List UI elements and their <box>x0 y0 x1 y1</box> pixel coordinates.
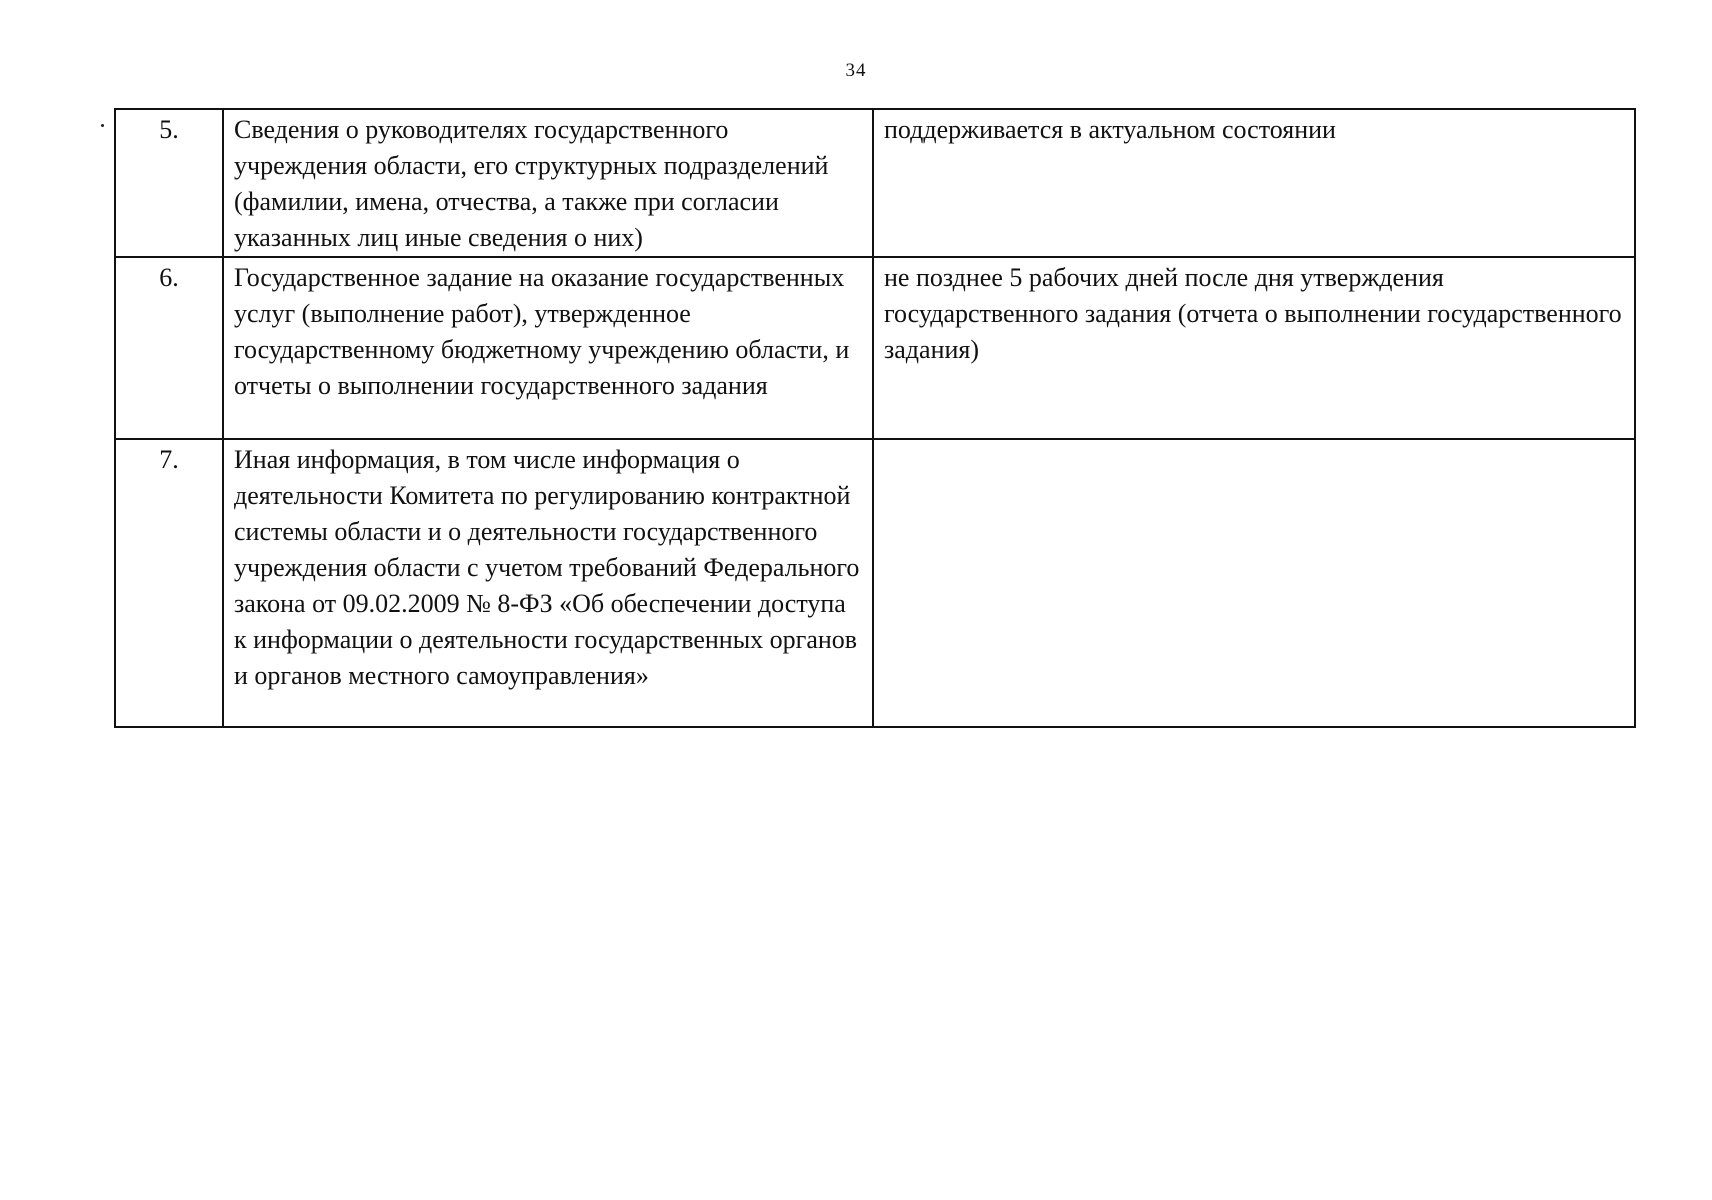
row-number: 6. <box>115 257 223 439</box>
info-table <box>114 108 1636 728</box>
information-cell <box>223 439 873 727</box>
table-row <box>115 439 1635 727</box>
information-text: Государственное задание на оказание государственных услуг (выполнение работ), утвержденное государственному бюджетному учреждению области, и отчеты о выполнении государственного задания <box>234 263 850 400</box>
term-cell <box>873 109 1635 257</box>
information-text: Иная информация, в том числе информация о деятельности Комитета по регулированию контрактной системы области и о деятельности государственного учреждения области с учетом требований Федерального закона от 09.02.2009 № 8-ФЗ «Об обеспечении доступа к информации о деятельности государственных органов и органов местного самоуправления» <box>234 445 860 690</box>
page-number: 34 <box>845 60 867 81</box>
row-number: 7. <box>115 439 223 727</box>
table-row <box>115 257 1635 439</box>
term-cell <box>873 257 1635 439</box>
information-cell <box>223 257 873 439</box>
information-text: Сведения о руководителях государственного учреждения области, его структурных подразделений (фамилии, имена, отчества, а также при согласии указанных лиц иные сведения о них) <box>234 115 829 252</box>
term-text: не позднее 5 рабочих дней после дня утверждения государственного задания (отчета о выполнении государственного задания) <box>884 263 1622 364</box>
term-cell <box>873 439 1635 727</box>
row-number: 5. <box>115 109 223 257</box>
scan-dot-mark <box>101 124 104 127</box>
table-row <box>115 109 1635 257</box>
information-cell <box>223 109 873 257</box>
term-text: поддерживается в актуальном состоянии <box>884 115 1336 144</box>
